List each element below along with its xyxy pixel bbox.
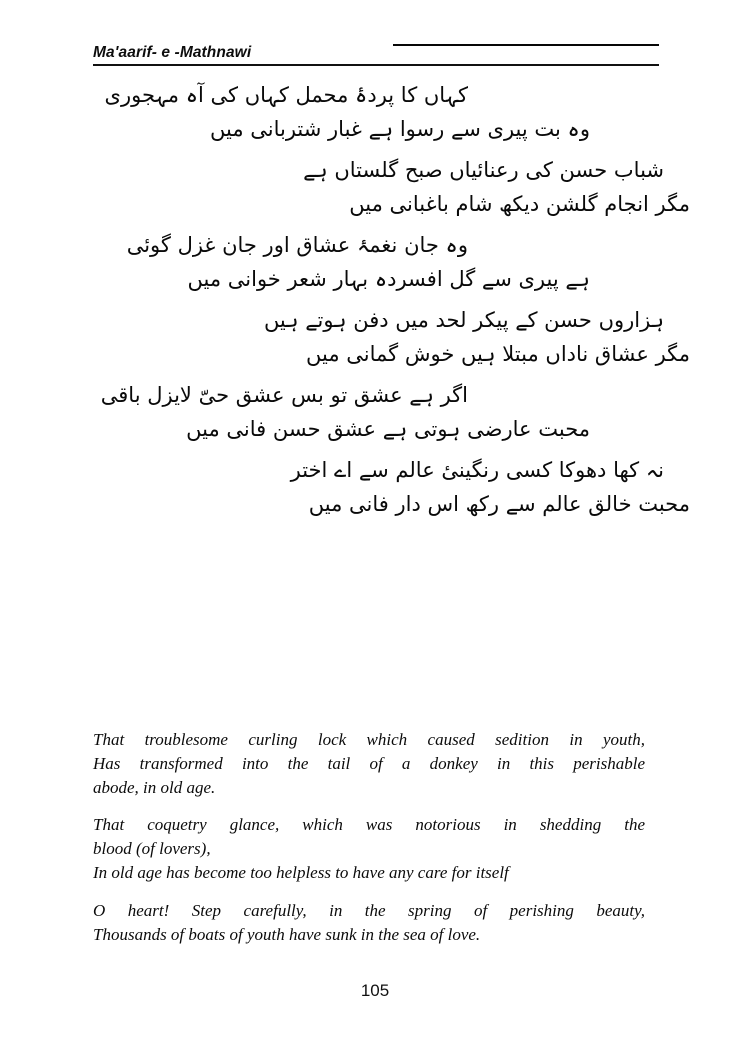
translation-line: Has transformed into the tail of a donkey in this perishable <box>93 753 645 773</box>
couplet-line-first: وہ جان نغمۂ عشاق اور جان غزل گوئی <box>126 233 468 258</box>
running-head-title: Ma'aarif- e -Mathnawi <box>93 44 252 61</box>
translation-line: That troublesome curling lock which caused sedition in youth, <box>93 730 645 749</box>
translation-line: That coquetry glance, which was notorious in shedding the <box>93 815 645 835</box>
couplet-line-second: محبت خالق عالم سے رکھ اس دار فانی میں <box>308 492 690 517</box>
couplet-line-second: محبت عارضی ہوتی ہے عشق حسن فانی میں <box>186 417 590 442</box>
translation-paragraph <box>93 813 645 884</box>
running-head-rule-accent <box>393 44 659 46</box>
couplet <box>228 453 690 521</box>
couplet <box>60 378 690 446</box>
couplet-line-second: مگر عشاق ناداں مبتلا ہیں خوش گمانی میں <box>306 342 690 367</box>
translation-paragraph <box>93 899 645 947</box>
page-number: 105 <box>360 981 390 1000</box>
couplet-line-first: ہزاروں حسن کے پیکر لحد میں دفن ہوتے ہیں <box>263 308 664 333</box>
couplet-line-second: ہے پیری سے گل افسردہ بہار شعر خوانی میں <box>187 267 590 292</box>
couplet <box>60 78 690 146</box>
translation-line: In old age has become too helpless to have any care for itself <box>93 862 509 882</box>
couplet-line-first: نہ کھا دھوکا کسی رنگینیٔ عالم سے اے اختر <box>290 458 664 483</box>
couplet <box>228 153 690 221</box>
couplet-line-second: وہ بت پیری سے رسوا ہے غبار شتربانی میں <box>210 117 590 142</box>
translation-line: O heart! Step carefully, in the spring of perishing beauty, <box>93 900 645 920</box>
couplet-line-first: اگر ہے عشق تو بس عشق حیّ لایزل باقی <box>100 383 468 408</box>
couplet-line-first: کہاں کا پردۂ محمل کہاں کی آہ مہجوری <box>104 83 468 107</box>
translation-line: Thousands of boats of youth have sunk in the sea of love. <box>93 924 481 944</box>
couplet-line-second: مگر انجام گلشن دیکھ شام باغبانی میں <box>349 192 690 217</box>
translation-paragraph <box>93 728 645 799</box>
running-head <box>93 44 659 66</box>
couplet-line-first: شباب حسن کی رعنائیاں صبح گلستاں ہے <box>303 158 664 183</box>
couplet <box>60 228 690 296</box>
translation-line: abode, in old age. <box>93 777 216 797</box>
translation-line: blood (of lovers), <box>93 839 211 859</box>
couplet <box>228 303 690 371</box>
urdu-verse-block <box>60 78 690 528</box>
translation-block <box>93 728 645 960</box>
running-head-rule <box>93 64 659 66</box>
